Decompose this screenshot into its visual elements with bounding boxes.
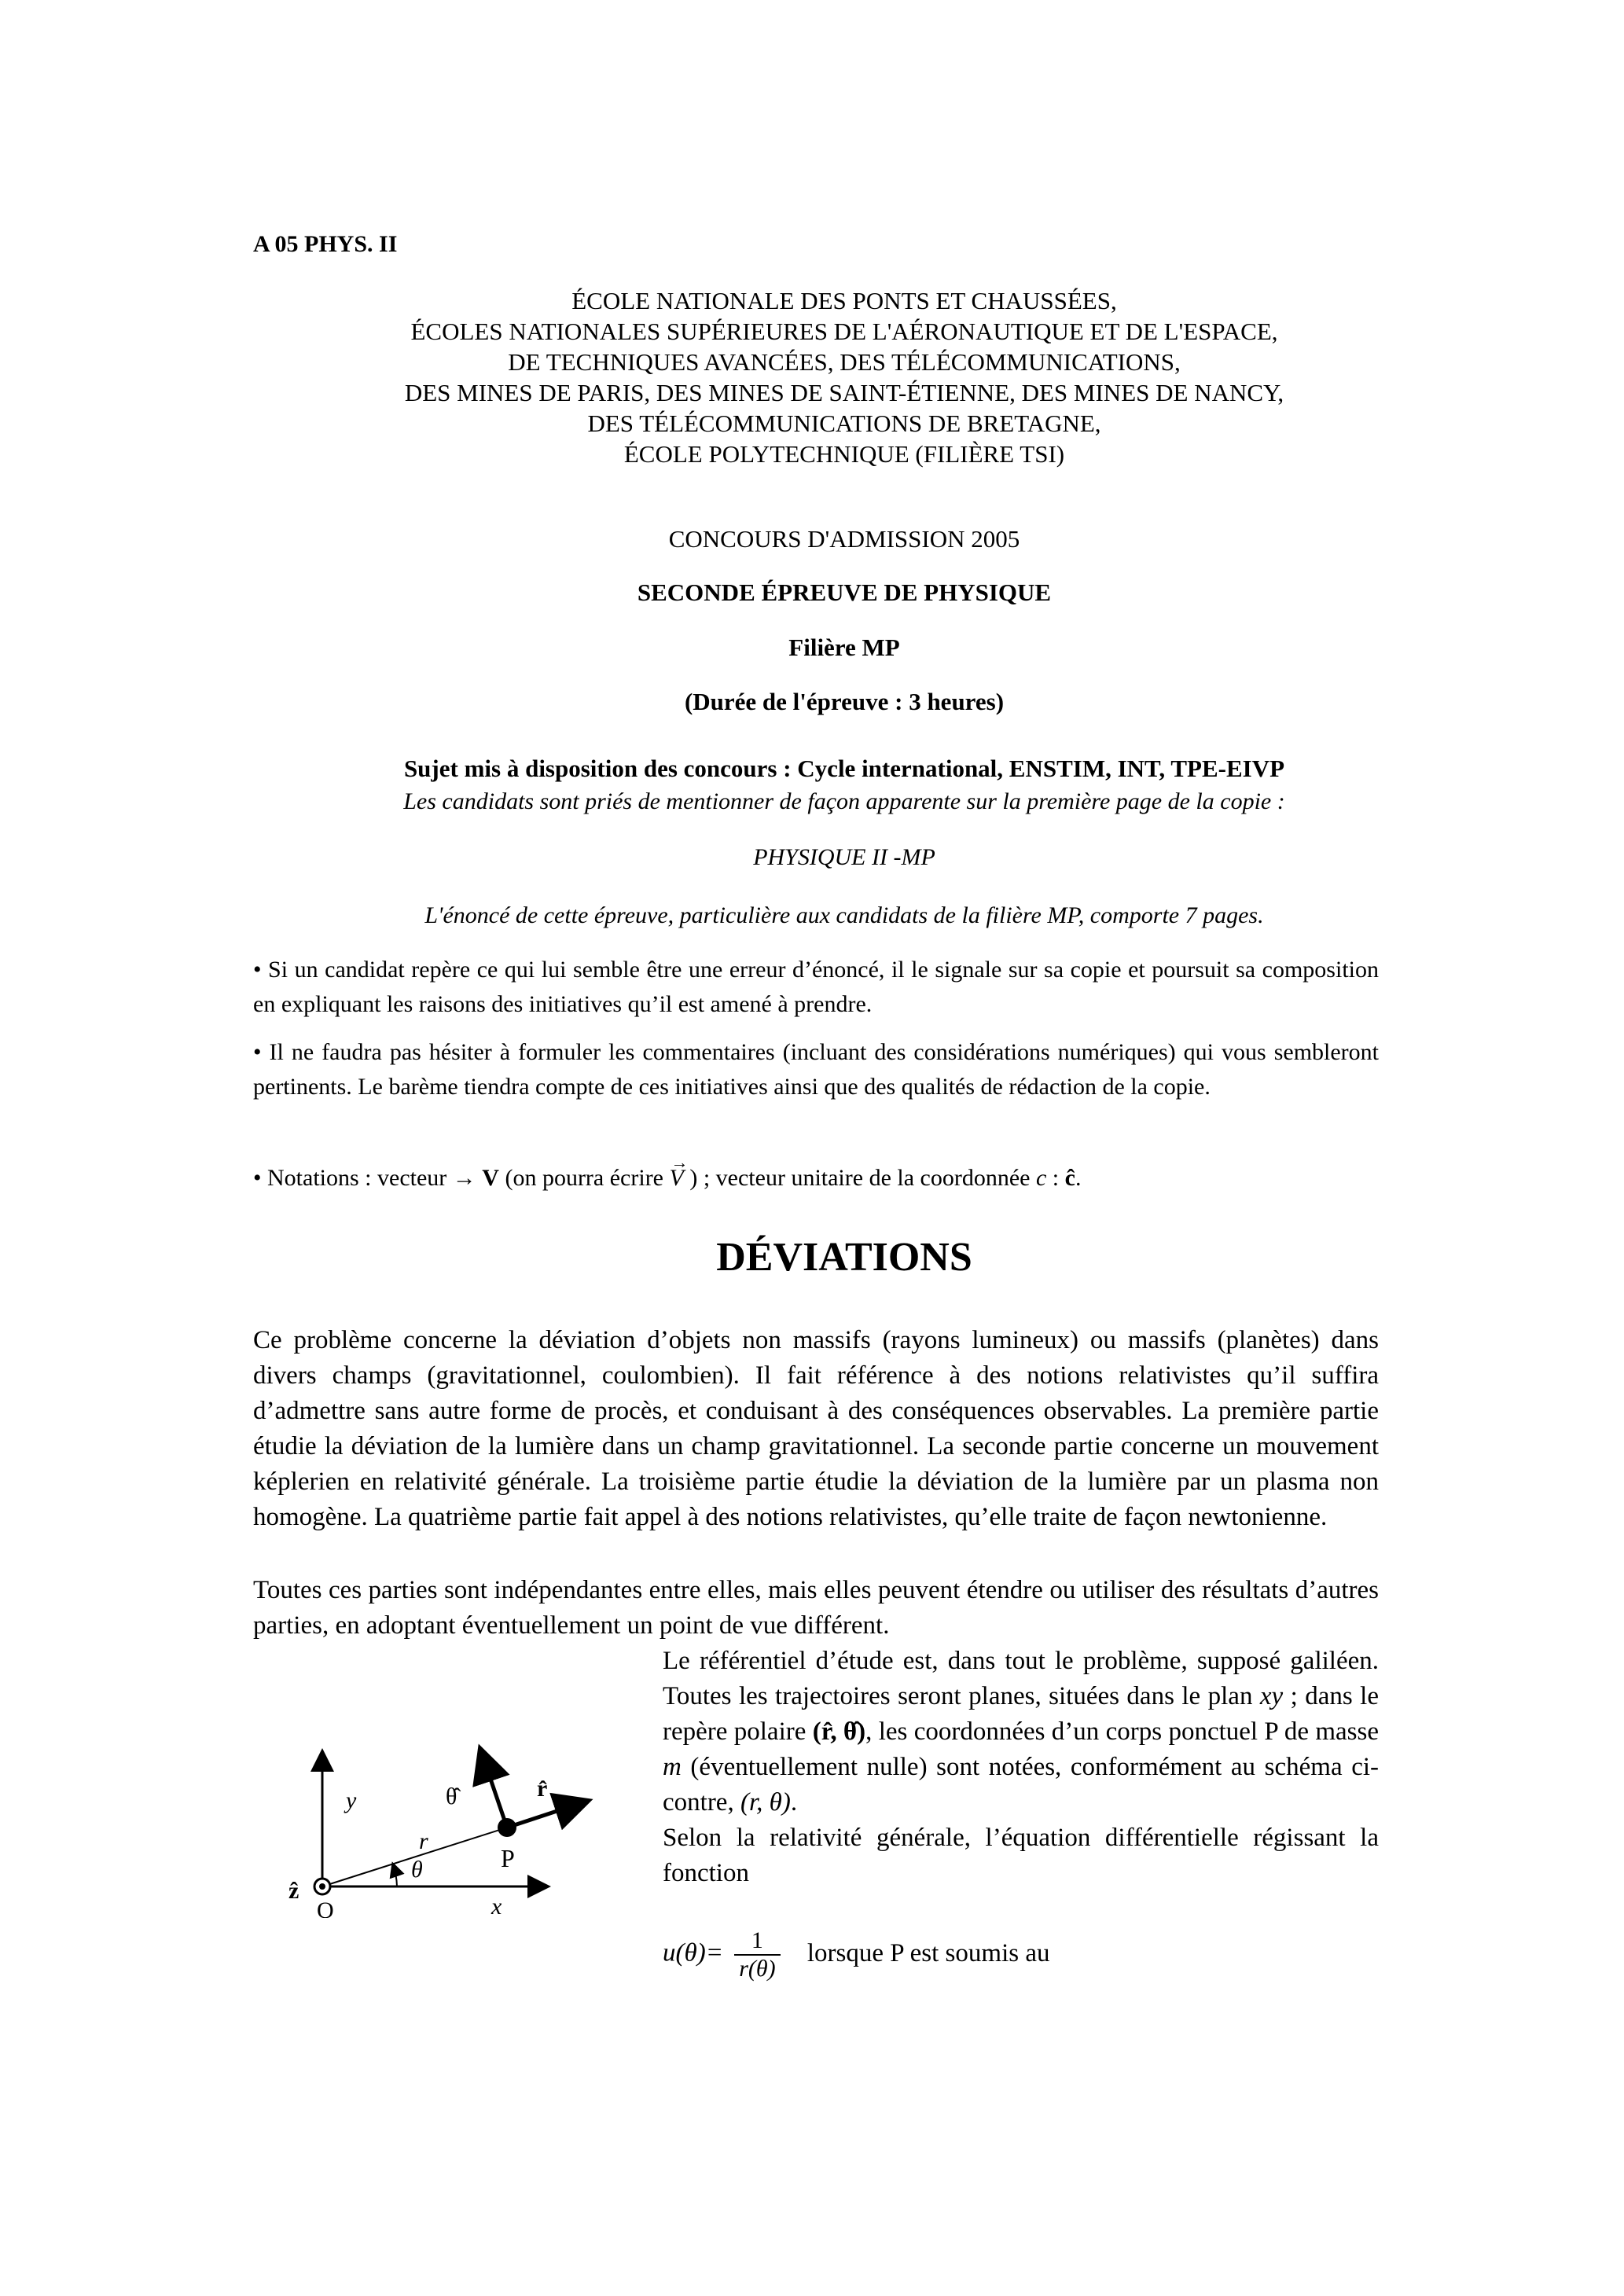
- frame-text: Le référentiel d’étude est, dans tout le problème, supposé galiléen. Toutes les trajectoires seront planes, situées dans le plan: [663, 1647, 1379, 1710]
- school-line: ÉCOLE POLYTECHNIQUE (FILIÈRE TSI): [623, 440, 1065, 468]
- fraction-denominator: r(θ): [739, 1956, 776, 1982]
- notation-end: .: [1075, 1165, 1082, 1191]
- notation-vector-letter: V: [669, 1165, 684, 1191]
- school-line: DES TÉLÉCOMMUNICATIONS DE BRETAGNE,: [587, 410, 1101, 437]
- u-function: u(θ)=: [663, 1938, 723, 1967]
- label-x: x: [491, 1894, 502, 1918]
- frame-text: Selon la relativité générale, l’équation différentielle régissant la fonction: [663, 1824, 1379, 1887]
- polar-coordinates: (r, θ): [740, 1788, 791, 1817]
- theta-hat-vector: [481, 1751, 507, 1828]
- notation-colon: :: [1046, 1165, 1065, 1191]
- mass-symbol: m: [663, 1753, 682, 1781]
- frame-text: lorsque P est soumis au: [806, 1938, 1050, 1967]
- fraction-numerator: 1: [734, 1927, 780, 1956]
- epreuve-title: SECONDE ÉPREUVE DE PHYSIQUE: [637, 579, 1052, 606]
- frame-paragraph: [663, 1644, 1379, 1891]
- enonce-line: L'énoncé de cette épreuve, particulière aux candidats de la filière MP, comporte 7 pages.: [424, 902, 1264, 928]
- intro-paragraph: Ce problème concerne la déviation d’objets non massifs (rayons lumineux) ou massifs (planètes) dans divers champs (gravitationnel, coulombien). Il fait référence à des notions relativistes qu’il suffira d’admettre sans autre forme de procès, et conduisant à des conséquences observables. La première partie étudie la déviation de la lumière dans un champ gravitationnel. La seconde partie concerne un mouvement képlerien en relativité générale. La troisième partie étudie la déviation de la lumière par un plasma non homogène. La quatrième partie fait appel à des notions relativistes, qu’elle traite de façon newtonienne.: [253, 1326, 1379, 1531]
- instruction-bullet: • Il ne faudra pas hésiter à formuler les commentaires (incluant des considérations numériques) qui vous sembleront pertinents. Le barème tiendra compte de ces initiatives ainsi que des qualités de rédaction de la copie.: [253, 1039, 1379, 1100]
- school-line: ÉCOLE NATIONALE DES PONTS ET CHAUSSÉES,: [571, 287, 1117, 314]
- notation-line: [253, 1152, 1082, 1192]
- sujet-line: Sujet mis à disposition des concours : Cycle international, ENSTIM, INT, TPE-EIVP: [403, 755, 1285, 782]
- plane-xy: xy: [1259, 1682, 1284, 1710]
- schools-list: [253, 285, 1435, 469]
- mention-line: Les candidats sont priés de mentionner de façon apparente sur la première page de la copie :: [403, 788, 1285, 814]
- theta-arc: [393, 1864, 397, 1886]
- filiere: Filière MP: [788, 634, 900, 661]
- notation-mid2: ) ; vecteur unitaire de la coordonnée: [683, 1165, 1036, 1191]
- label-y: y: [346, 1787, 357, 1813]
- copie-label: PHYSIQUE II -MP: [753, 844, 935, 870]
- frame-text: .: [790, 1788, 798, 1817]
- frame-text: , les coordonnées d’un corps ponctuel P de masse: [865, 1717, 1379, 1746]
- problem-title: DÉVIATIONS: [716, 1235, 972, 1280]
- school-line: ÉCOLES NATIONALES SUPÉRIEURES DE L'AÉRONAUTIQUE ET DE L'ESPACE,: [410, 318, 1278, 345]
- notation-coordinate: c: [1035, 1165, 1047, 1191]
- duree: (Durée de l'épreuve : 3 heures): [684, 688, 1005, 715]
- notation-prefix: • Notations : vecteur →: [253, 1165, 483, 1191]
- label-o: O: [317, 1897, 334, 1918]
- label-z-hat: ẑ: [288, 1878, 299, 1904]
- equation-line: [663, 1927, 1049, 1982]
- r-hat-vector: [507, 1802, 586, 1828]
- school-line: DE TECHNIQUES AVANCÉES, DES TÉLÉCOMMUNICATIONS,: [508, 348, 1181, 376]
- school-line: DES MINES DE PARIS, DES MINES DE SAINT-ÉTIENNE, DES MINES DE NANCY,: [404, 379, 1284, 406]
- origin-dot: [319, 1883, 325, 1890]
- point-p: [498, 1818, 516, 1837]
- notation-vector-arrow: → V: [669, 1152, 689, 1191]
- frame-text: (éventuellement nulle) sont notées, conformément au schéma ci-contre,: [663, 1753, 1379, 1817]
- notation-unit-vector: ĉ: [1064, 1165, 1075, 1191]
- fraction: [734, 1927, 780, 1982]
- frame-text: ; dans le repère polaire: [663, 1682, 1379, 1746]
- concours-title: CONCOURS D'ADMISSION 2005: [668, 525, 1020, 553]
- label-theta: θ: [411, 1857, 423, 1883]
- parts-paragraph: Toutes ces parties sont indépendantes entre elles, mais elles peuvent étendre ou utiliser des résultats d’autres parties, en adoptant éventuellement un point de vue différent.: [253, 1576, 1379, 1640]
- notation-mid: (on pourra écrire: [498, 1165, 670, 1191]
- label-theta-hat: θ̂: [446, 1784, 457, 1809]
- polar-basis: (r̂, θ̂): [812, 1717, 866, 1746]
- polar-diagram: [279, 1682, 625, 1918]
- instruction-bullet: • Si un candidat repère ce qui lui semble être une erreur d’énoncé, il le signale sur sa copie et poursuit sa composition en expliquant les raisons des initiatives qu’il est amené à prendre.: [253, 957, 1379, 1017]
- notation-vector-bold: V: [482, 1165, 499, 1191]
- exam-code: A 05 PHYS. II: [253, 231, 398, 257]
- label-r: r: [419, 1828, 428, 1854]
- label-r-hat: r̂: [537, 1776, 548, 1802]
- label-p: P: [501, 1844, 515, 1872]
